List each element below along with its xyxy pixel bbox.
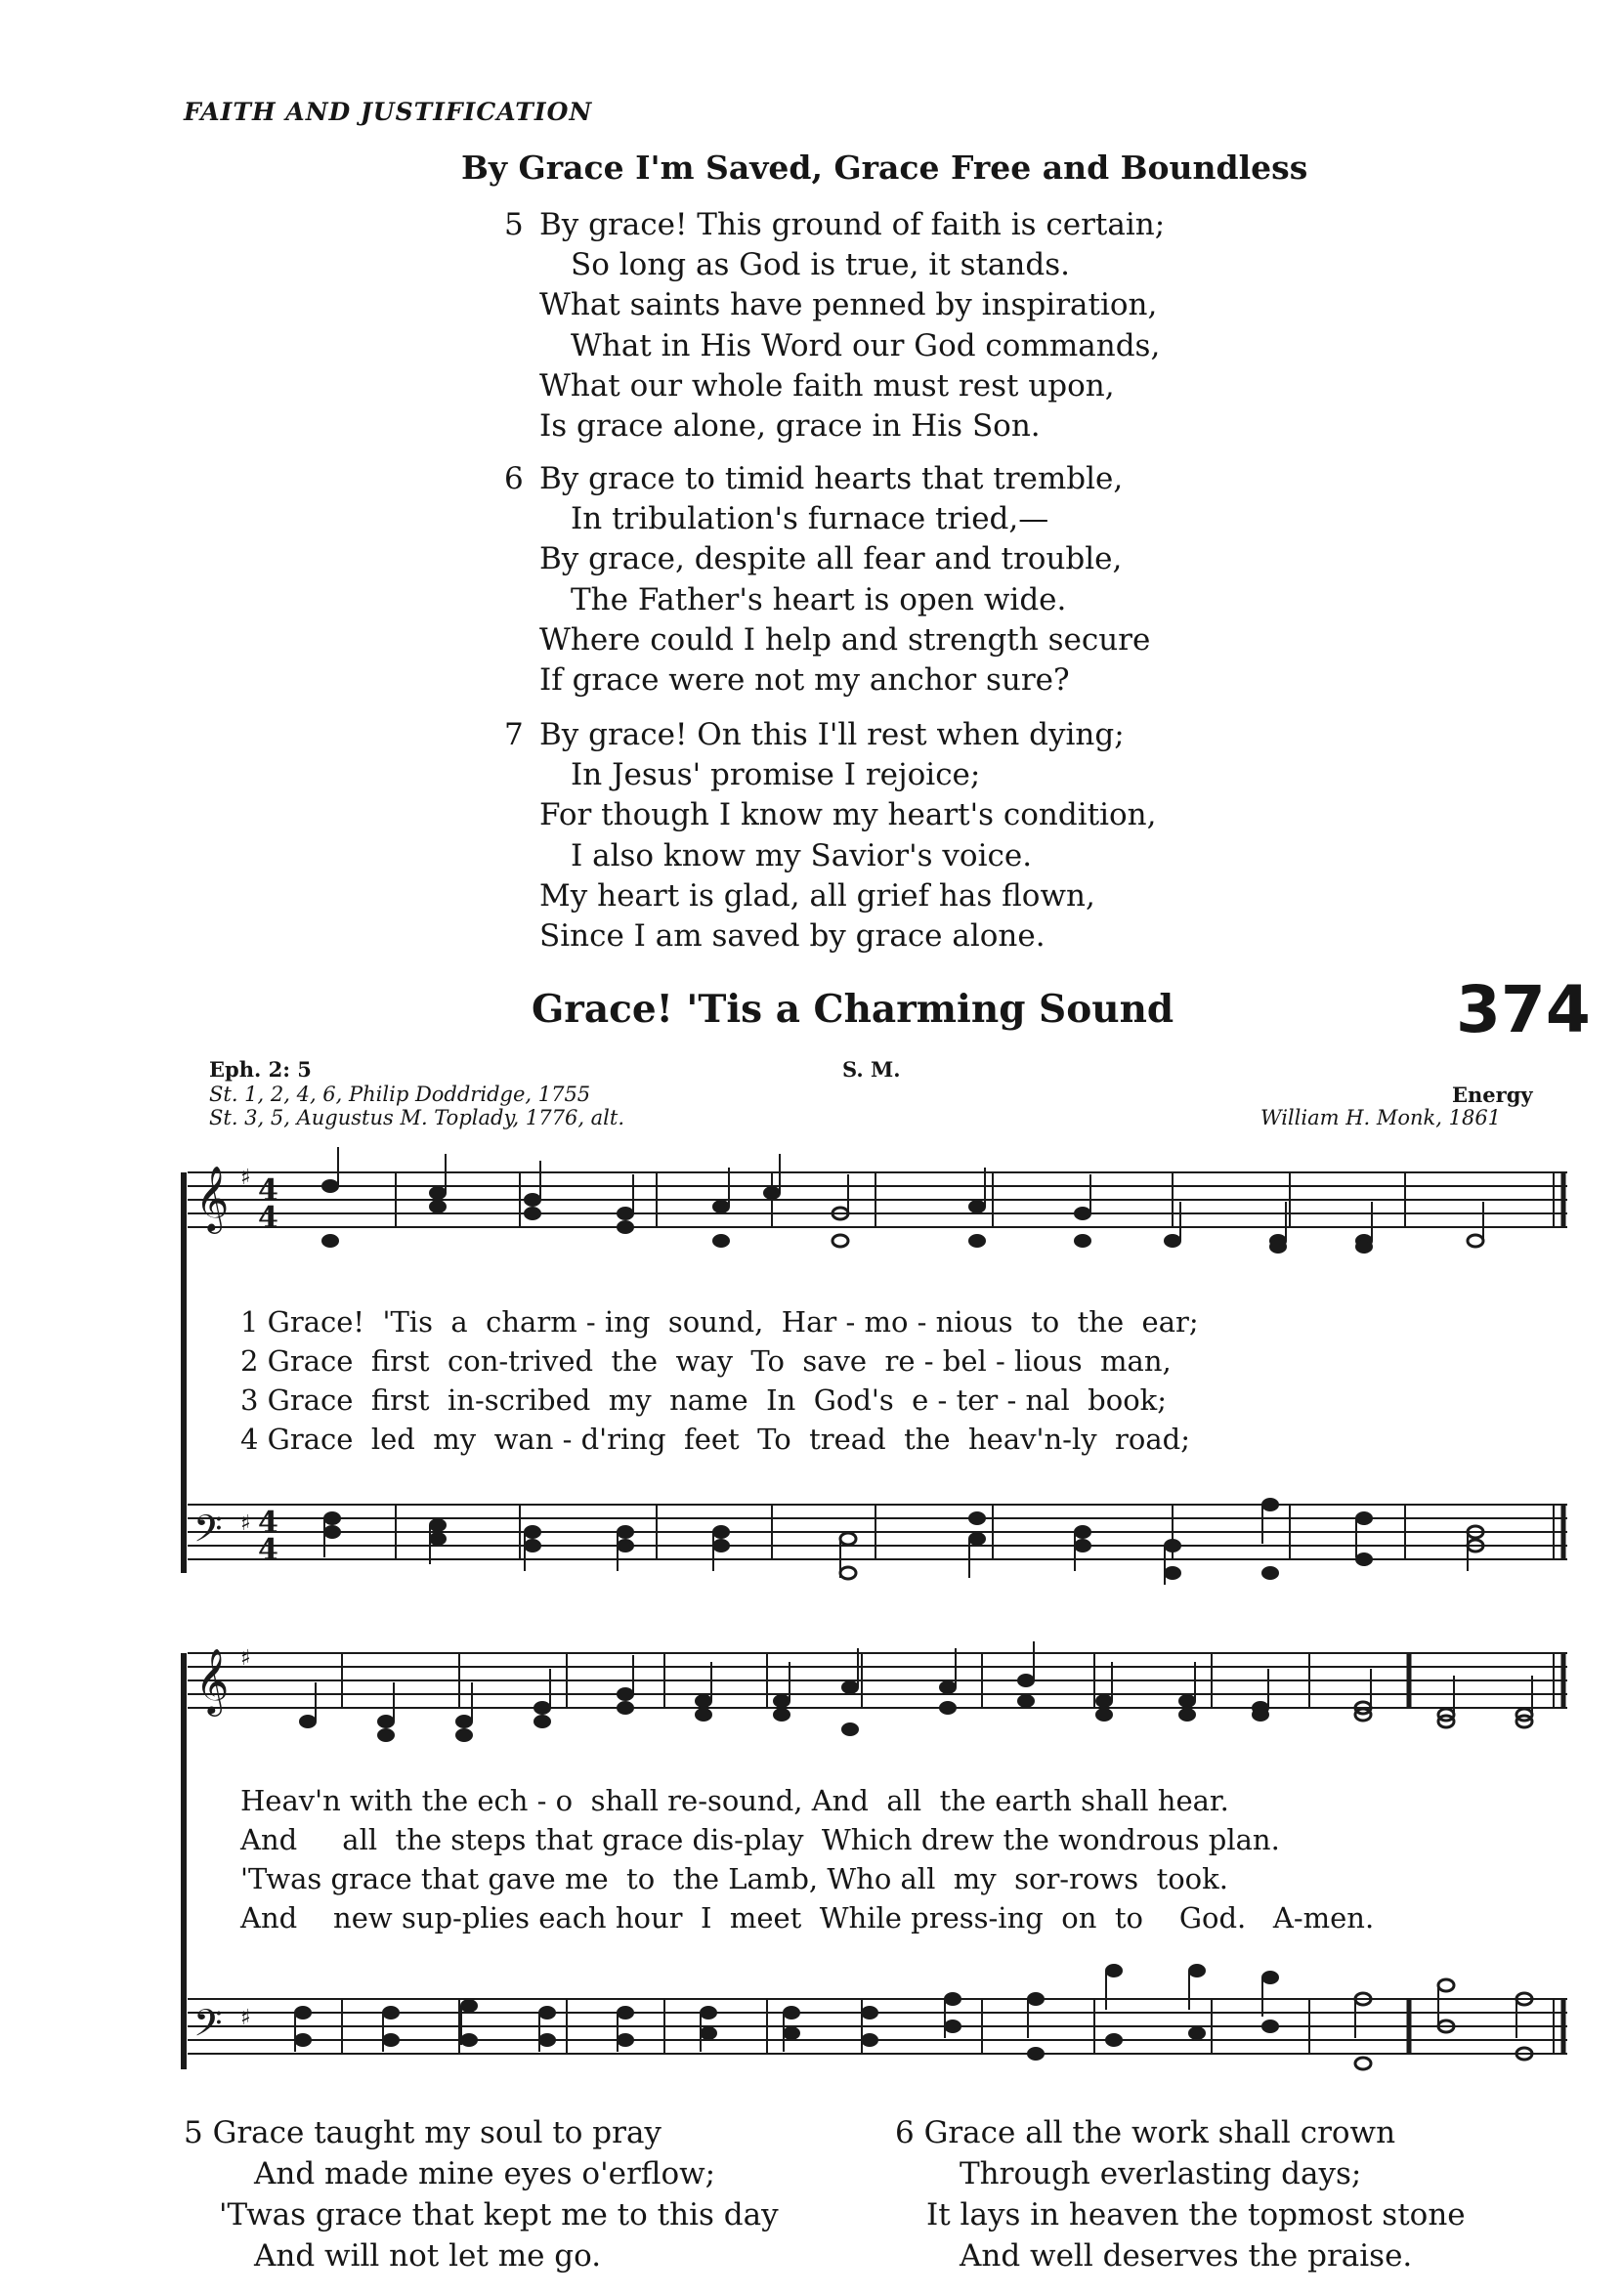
notehead — [525, 1540, 540, 1552]
notehead — [1438, 1979, 1454, 1991]
verse-number: 2 — [240, 1344, 259, 1378]
stanza-line: My heart is glad, all grief has flown, — [539, 877, 1095, 914]
notehead — [322, 1180, 338, 1192]
scripture-reference: Eph. 2: 5 — [209, 1057, 312, 1082]
notehead — [1179, 1695, 1195, 1707]
notehead — [1262, 1567, 1278, 1579]
treble-staff-1 — [188, 1172, 1567, 1227]
notehead — [295, 2007, 311, 2019]
notehead — [862, 2007, 877, 2019]
notehead — [618, 1208, 633, 1219]
lyric-text: Grace first in-scribed my name In God's e - ter - nal book; — [267, 1383, 1167, 1417]
continued-hymn-title: By Grace I'm Saved, Grace Free and Boundless — [461, 149, 1308, 187]
notehead — [1075, 1526, 1090, 1538]
notehead — [461, 2000, 477, 2012]
stanza-line: Is grace alone, grace in His Son. — [539, 408, 1041, 445]
notehead — [1075, 1235, 1090, 1247]
notehead — [618, 1221, 633, 1233]
notehead — [1165, 1567, 1180, 1579]
notehead — [539, 2007, 555, 2019]
extra-stanza-5 — [184, 2112, 779, 2276]
bass-clef-icon: 𝄢 — [193, 2001, 223, 2054]
notehead — [701, 2027, 716, 2039]
lyric-line-1: Heav'n with the ech - o shall re-sound, And all the earth shall hear. — [240, 1784, 1229, 1817]
lyric-line-4: And new sup-plies each hour I meet While press-ing on to God. A-men. — [240, 1901, 1375, 1935]
notehead — [456, 1716, 472, 1727]
meter: S. M. — [842, 1057, 901, 1082]
notehead — [1106, 2034, 1122, 2046]
stanza-line: What in His Word our God commands, — [571, 327, 1161, 363]
lyric-line-3 — [240, 1383, 1167, 1417]
notehead — [945, 2020, 960, 2032]
time-sig-top: 4 — [258, 1173, 278, 1208]
notehead — [774, 1709, 790, 1721]
notehead — [1270, 1241, 1286, 1253]
stanza-line: And well deserves the praise. — [960, 2238, 1413, 2274]
notehead — [696, 1709, 711, 1721]
notehead — [618, 1702, 633, 1714]
stanza-number: 6 — [504, 461, 524, 496]
notehead — [1028, 1993, 1044, 2005]
notehead — [1165, 1235, 1180, 1247]
notehead — [378, 1716, 394, 1727]
notehead — [1253, 1709, 1268, 1721]
stanza-line: By grace to timid hearts that tremble, — [539, 461, 1124, 496]
stanza-line: By grace! On this I'll rest when dying; — [539, 717, 1125, 752]
notehead — [430, 1187, 446, 1199]
stanza-line: Grace all the work shall crown — [923, 2115, 1396, 2150]
stanza-line: In Jesus' promise I rejoice; — [571, 757, 981, 793]
key-sharp-icon: ♯ — [240, 1510, 251, 1536]
notehead — [1075, 1540, 1090, 1552]
notehead — [701, 2007, 716, 2019]
notehead — [840, 1567, 856, 1579]
notehead — [322, 1235, 338, 1247]
stanza-line: I also know my Savior's voice. — [571, 837, 1033, 873]
notehead — [1018, 1675, 1034, 1686]
stanza-line: Through everlasting days; — [960, 2156, 1362, 2191]
notehead — [1262, 2020, 1278, 2032]
stanza-line: For though I know my heart's condition, — [539, 797, 1157, 833]
notehead — [534, 1702, 550, 1714]
notehead — [383, 2034, 399, 2046]
notehead — [461, 2034, 477, 2046]
notehead — [618, 2007, 633, 2019]
notehead — [525, 1208, 540, 1219]
notehead — [862, 2034, 877, 2046]
lyric-line-4 — [240, 1423, 1190, 1456]
notehead — [1468, 1235, 1483, 1247]
section-heading: FAITH AND JUSTIFICATION — [184, 98, 593, 126]
stanza-line: The Father's heart is open wide. — [571, 581, 1067, 617]
key-sharp-icon: ♯ — [240, 2005, 251, 2030]
notehead — [1189, 2027, 1205, 2039]
stanza-line: And will not let me go. — [254, 2238, 602, 2274]
notehead — [840, 1533, 856, 1545]
notehead — [842, 1723, 858, 1735]
stanza-line: Since I am saved by grace alone. — [539, 918, 1046, 955]
notehead — [940, 1702, 956, 1714]
lyric-text: Grace led my wan - d'ring feet To tread the heav'n-ly road; — [267, 1423, 1190, 1456]
time-sig-top: 4 — [258, 1506, 278, 1540]
treble-clef-icon: 𝄞 — [195, 1647, 230, 1714]
stanza-line: What our whole faith must rest upon, — [539, 367, 1115, 404]
notehead — [713, 1235, 729, 1247]
notehead — [1356, 1512, 1372, 1524]
notehead — [1262, 1499, 1278, 1510]
notehead — [1356, 1553, 1372, 1565]
stanza-line: Grace taught my soul to pray — [212, 2115, 662, 2150]
notehead — [1075, 1208, 1090, 1219]
stanza-number: 5 — [504, 207, 524, 242]
extra-stanza-6 — [895, 2112, 1466, 2276]
notehead — [1179, 1709, 1195, 1721]
notehead — [1356, 1241, 1372, 1253]
notehead — [525, 1526, 540, 1538]
notehead — [940, 1681, 956, 1693]
tempo-marking: Energy — [1452, 1083, 1533, 1107]
notehead — [969, 1533, 985, 1545]
notehead — [969, 1512, 985, 1524]
notehead — [618, 2034, 633, 2046]
notehead — [618, 1526, 633, 1538]
text-authors-1: St. 1, 2, 4, 6, Philip Doddridge, 1755 — [209, 1083, 591, 1106]
stanza-line: If grace were not my anchor sure? — [539, 662, 1070, 699]
notehead — [295, 2034, 311, 2046]
text-authors-2: St. 3, 5, Augustus M. Toplady, 1776, alt. — [209, 1106, 625, 1129]
notehead — [764, 1187, 780, 1199]
stanza-number: 6 — [895, 2115, 915, 2150]
notehead — [696, 1695, 711, 1707]
lyric-line-2 — [240, 1344, 1172, 1378]
notehead — [1096, 1709, 1112, 1721]
notehead — [713, 1526, 729, 1538]
notehead — [1106, 1965, 1122, 1977]
notehead — [525, 1194, 540, 1206]
notehead — [969, 1201, 985, 1212]
lyric-line-2: And all the steps that grace dis-play Which drew the wondrous plan. — [240, 1823, 1280, 1856]
notehead — [1165, 1540, 1180, 1552]
time-sig-bottom: 4 — [258, 1533, 278, 1567]
notehead — [618, 1540, 633, 1552]
notehead — [324, 1526, 340, 1538]
key-sharp-icon: ♯ — [240, 1165, 251, 1190]
stanza-line: It lays in heaven the topmost stone — [926, 2197, 1466, 2232]
notehead — [1028, 2048, 1044, 2060]
stanza-line: 'Twas grace that kept me to this day — [219, 2197, 779, 2232]
notehead — [1096, 1695, 1112, 1707]
lyric-line-3: 'Twas grace that gave me to the Lamb, Who all my sor-rows took. — [240, 1862, 1228, 1895]
lyric-text: Grace! 'Tis a charm - ing sound, Har - mo - nious to the ear; — [267, 1305, 1199, 1339]
notehead — [774, 1695, 790, 1707]
notehead — [300, 1716, 316, 1727]
stanza-number: 5 — [184, 2115, 203, 2150]
stanza-line: Where could I help and strength secure — [539, 621, 1151, 658]
notehead — [1262, 1972, 1278, 1983]
verse-number: 1 — [240, 1305, 259, 1339]
lyric-text: Grace first con-trived the way To save re - bel - lious man, — [267, 1344, 1172, 1378]
notehead — [383, 2007, 399, 2019]
verse-number: 4 — [240, 1423, 259, 1456]
notehead — [784, 2007, 799, 2019]
notehead — [713, 1540, 729, 1552]
key-sharp-icon: ♯ — [240, 1645, 251, 1671]
stanza-line: And made mine eyes o'erflow; — [254, 2156, 716, 2191]
notehead — [618, 1688, 633, 1700]
hymn-number: 374 — [1456, 972, 1591, 1047]
notehead — [430, 1519, 446, 1531]
notehead — [969, 1235, 985, 1247]
verse-number: 3 — [240, 1383, 259, 1417]
notehead — [713, 1201, 729, 1212]
notehead — [378, 1729, 394, 1741]
hymn-title: Grace! 'Tis a Charming Sound — [532, 987, 1174, 1032]
notehead — [324, 1512, 340, 1524]
notehead — [456, 1729, 472, 1741]
stanza-line: In tribulation's furnace tried,— — [571, 501, 1049, 537]
stanza-line: So long as God is true, it stands. — [571, 247, 1070, 283]
notehead — [1018, 1695, 1034, 1707]
stanza-line: What saints have penned by inspiration, — [539, 287, 1158, 323]
stanza-line: By grace! This ground of faith is certain; — [539, 207, 1166, 242]
notehead — [430, 1201, 446, 1212]
stanza-line: By grace, despite all fear and trouble, — [539, 541, 1123, 577]
notehead — [430, 1533, 446, 1545]
notehead — [1355, 2058, 1371, 2069]
notehead — [534, 1716, 550, 1727]
notehead — [832, 1235, 848, 1247]
bass-clef-icon: 𝄢 — [193, 1507, 223, 1559]
time-sig-bottom: 4 — [258, 1201, 278, 1235]
stanza-number: 7 — [504, 717, 524, 752]
notehead — [539, 2034, 555, 2046]
lyric-line-1 — [240, 1305, 1199, 1339]
treble-clef-icon: 𝄞 — [195, 1165, 230, 1231]
notehead — [945, 1993, 960, 2005]
notehead — [1189, 1965, 1205, 1977]
composer: William H. Monk, 1861 — [1260, 1106, 1502, 1129]
notehead — [842, 1681, 858, 1693]
notehead — [784, 2027, 799, 2039]
